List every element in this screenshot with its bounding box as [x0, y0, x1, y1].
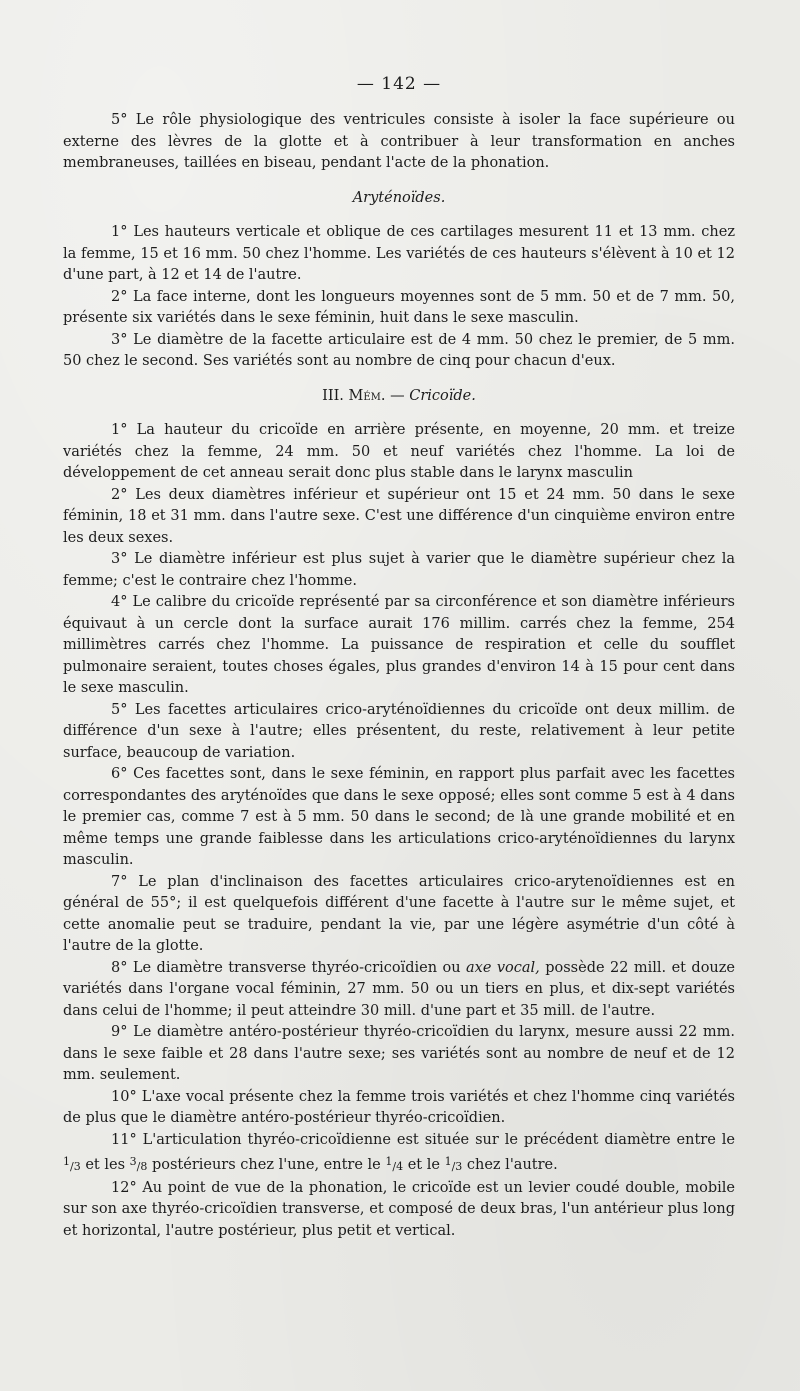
paragraph-cricoide-3: 3° Le diamètre inférieur est plus sujet à varier que le diamètre supérieur chez la femme; c'est le contraire chez l'homme. [63, 551, 735, 589]
section-name-label: Cricoïde. [409, 387, 476, 404]
paragraph-cricoide-2: 2° Les deux diamètres inférieur et supérieur ont 15 et 24 mm. 50 dans le sexe féminin, 18 et 31 mm. dans l'autre sexe. C'est une différence d'un cinquième environ entre les deux sexes. [63, 486, 735, 546]
fraction-2-denominator: /8 [136, 1160, 148, 1173]
p8-text-end: possède 22 mill. et douze variétés dans l'organe vocal féminin, 27 mm. 50 ou un tiers en plus, et dix-sept variétés dans celui de l'homme; il peut atteindre 30 mill. d'une part et 35 mill. de l'autre. [63, 959, 735, 1019]
paragraph-cricoide-8 [63, 958, 735, 1023]
p11-text-a: 11° L'articulation thyréo-cricoïdienne est située sur le précédent diamètre entre le [111, 1131, 735, 1148]
fraction-1-denominator: /3 [70, 1160, 81, 1173]
p8-text-start: 8° Le diamètre transverse thyréo-cricoïdien ou [111, 959, 467, 976]
paragraph-arytenoides-2: 2° La face interne, dont les longueurs moyennes sont de 5 mm. 50 et de 7 mm. 50, présente six variétés dans le sexe féminin, huit dans le sexe masculin. [63, 288, 735, 326]
paragraph-cricoide-7: 7° Le plan d'inclinaison des facettes articulaires crico-arytenoïdiennes est en général de 55°; il est quelquefois différent d'une facette à l'autre sur le même sujet, et cette anomalie peut se traduire, pendant la vie, par une légère asymétrie d'un côté à l'autre de la glotte. [63, 873, 735, 954]
page-number: — 142 — [356, 74, 442, 94]
paragraph-cricoide-11 [63, 1130, 735, 1178]
paragraph-cricoide-1: 1° La hauteur du cricoïde en arrière présente, en moyenne, 20 mm. et treize variétés chez la femme, 24 mm. 50 et neuf variétés chez l'homme. La loi de développement de cet anneau serait donc plus stable dans le larynx masculin [63, 422, 735, 481]
page [63, 72, 735, 1242]
fraction-4-denominator: /3 [451, 1160, 463, 1173]
p8-axe-vocal: axe vocal, [466, 959, 540, 976]
paragraph-ventricules-5: 5° Le rôle physiologique des ventricules consiste à isoler la face supérieure ou externe des lèvres de la glotte et à contribuer à leur transformation en anches membraneuses, taillées en biseau, pendant l'acte de la phonation. [63, 112, 735, 171]
p11-text-d: et le [403, 1157, 445, 1173]
section-title-cricoide [63, 386, 735, 408]
section-title-arytenoides: Aryténoïdes. [352, 189, 446, 206]
paragraph-arytenoides-3: 3° Le diamètre de la facette articulaire est de 4 mm. 50 chez le premier, de 5 mm. 50 chez le second. Ses variétés sont au nombre de cinq pour chacun d'eux. [63, 331, 735, 369]
paragraph-cricoide-12: 12° Au point de vue de la phonation, le cricoïde est un levier coudé double, mobile sur son axe thyréo-cricoïdien transverse, et composé de deux bras, l'un antérieur plus long et horizontal, l'autre postérieur, plus petit et vertical. [63, 1179, 735, 1239]
fraction-1-numerator: 1 [63, 1155, 70, 1168]
paragraph-arytenoides-1: 1° Les hauteurs verticale et oblique de ces cartilages mesurent 11 et 13 mm. chez la femme, 15 et 16 mm. 50 chez l'homme. Les variétés de ces hauteurs s'élèvent à 10 et 12 d'une part, à 12 et 14 de l'autre. [63, 224, 735, 283]
paragraph-cricoide-10: 10° L'axe vocal présente chez la femme trois variétés et chez l'homme cinq variétés de plus que le diamètre antéro-postérieur thyréo-cricoïdien. [63, 1088, 735, 1126]
p11-text-b: et les [80, 1157, 130, 1173]
paragraph-cricoide-5: 5° Les facettes articulaires crico-aryténoïdiennes du cricoïde ont deux millim. de différence d'un sexe à l'autre; elles présentent, du reste, relativement à leur petite surface, beaucoup de variation. [63, 701, 735, 761]
paragraph-cricoide-4: 4° Le calibre du cricoïde représenté par sa circonférence et son diamètre inférieurs équivaut à un cercle dont la surface aurait 176 millim. carrés chez la femme, 254 millimètres carrés chez l'homme. La puissance de respiration et celle du soufflet pulmonaire seraient, toutes choses égales, plus grandes d'environ 14 à 15 pour cent dans le sexe masculin. [63, 594, 735, 696]
fraction-3-denominator: /4 [392, 1160, 404, 1173]
fraction-2-numerator: 3 [129, 1155, 137, 1168]
paragraph-cricoide-9: 9° Le diamètre antéro-postérieur thyréo-cricoïdien du larynx, mesure aussi 22 mm. dans le sexe faible et 28 dans l'autre sexe; ses variétés sont au nombre de neuf et de 12 mm. seulement. [63, 1024, 735, 1083]
p11-text-c: postérieurs chez l'une, entre le [147, 1157, 386, 1173]
fraction-4-numerator: 1 [444, 1155, 452, 1168]
fraction-3-numerator: 1 [385, 1155, 393, 1168]
paragraph-cricoide-6: 6° Ces facettes sont, dans le sexe féminin, en rapport plus parfait avec les facettes correspondantes des aryténoïdes que dans le sexe opposé; elles sont comme 5 est à 4 dans le premier cas, comme 7 est à 5 mm. 50 dans le second; de là une grande mobilité et en même temps une grande faiblesse dans les articulations crico-aryténoïdiennes du larynx masculin. [63, 766, 735, 868]
section-number-label: III. Mém. — [322, 387, 405, 404]
p11-text-e: chez l'autre. [462, 1157, 558, 1173]
